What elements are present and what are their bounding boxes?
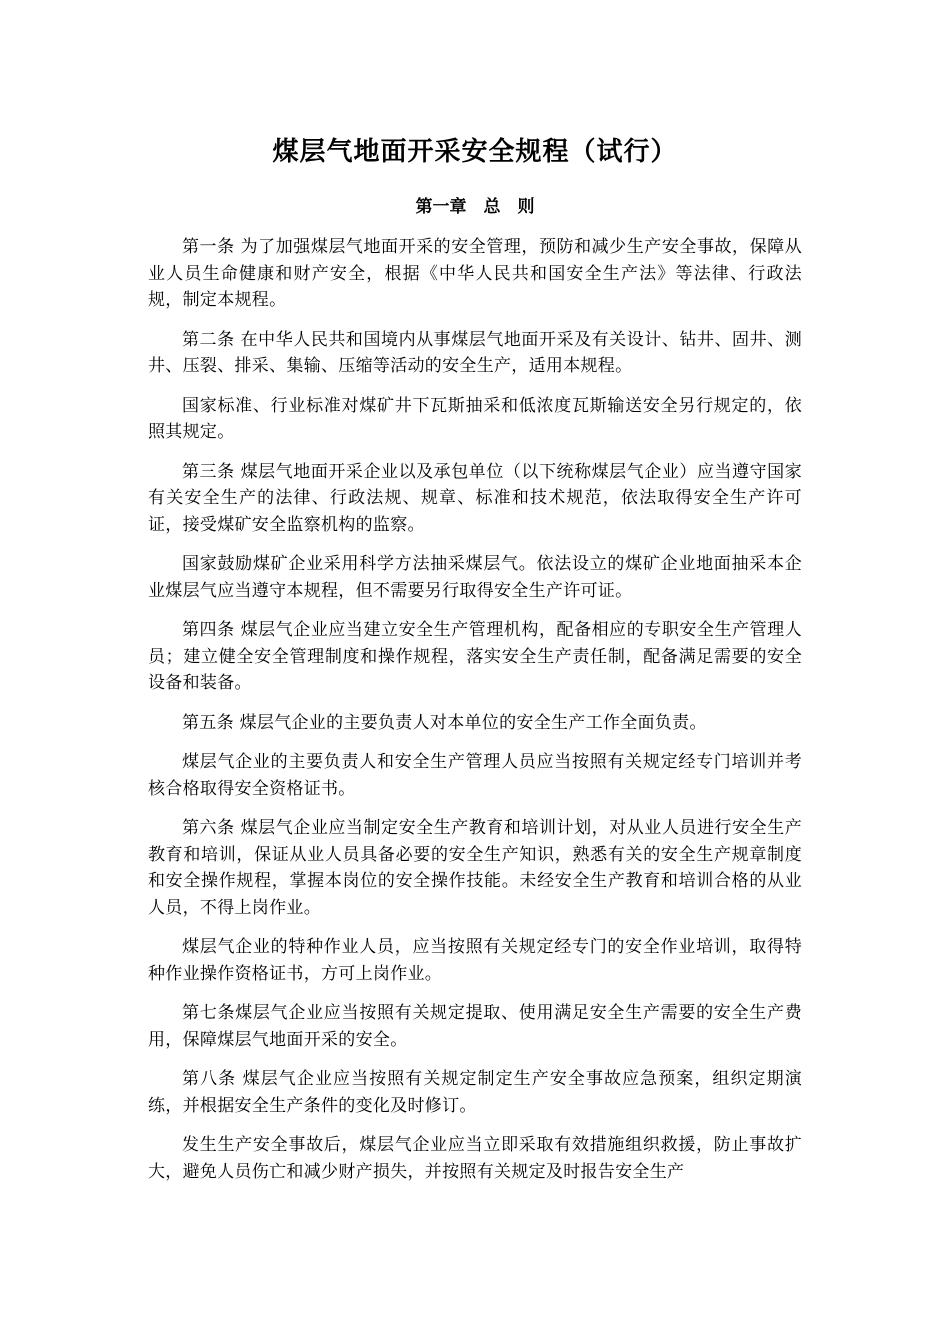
paragraph: 煤层气企业的特种作业人员，应当按照有关规定经专门的安全作业培训，取得特种作业操作资格证书，方可上岗作业。	[148, 937, 802, 984]
paragraph-article-1: 第一条 为了加强煤层气地面开采的安全管理，预防和减少生产安全事故，保障从业人员生命健康和财产安全，根据《中华人民共和国安全生产法》等法律、行政法规，制定本规程。	[148, 237, 802, 310]
chapter-heading: 第一章 总 则	[415, 197, 535, 217]
paragraph-article-6: 第六条 煤层气企业应当制定安全生产教育和培训计划，对从业人员进行安全生产教育和培训，保证从业人员具备必要的安全生产知识，熟悉有关的安全生产规章制度和安全操作规程，掌握本岗位的安全操作技能。未经安全生产教育和培训合格的从业人员，不得上岗作业。	[148, 818, 802, 918]
paragraph-article-4: 第四条 煤层气企业应当建立安全生产管理机构，配备相应的专职安全生产管理人员；建立健全安全管理制度和操作规程，落实安全生产责任制，配备满足需要的安全设备和装备。	[148, 620, 802, 693]
paragraph: 煤层气企业的主要负责人和安全生产管理人员应当按照有关规定经专门培训并考核合格取得安全资格证书。	[148, 752, 802, 799]
paragraph-article-2: 第二条 在中华人民共和国境内从事煤层气地面开采及有关设计、钻井、固井、测井、压裂、排采、集输、压缩等活动的安全生产，适用本规程。	[148, 329, 802, 376]
document-title: 煤层气地面开采安全规程（试行）	[272, 137, 678, 167]
paragraph: 国家鼓励煤矿企业采用科学方法抽采煤层气。依法设立的煤矿企业地面抽采本企业煤层气应当遵守本规程，但不需要另行取得安全生产许可证。	[148, 554, 802, 601]
paragraph: 发生生产安全事故后，煤层气企业应当立即采取有效措施组织救援，防止事故扩大，避免人员伤亡和减少财产损失，并按照有关规定及时报告安全生产	[148, 1135, 802, 1182]
document-body	[148, 234, 802, 1198]
paragraph-article-5: 第五条 煤层气企业的主要负责人对本单位的安全生产工作全面负责。	[182, 712, 707, 733]
paragraph-article-7: 第七条煤层气企业应当按照有关规定提取、使用满足安全生产需要的安全生产费用，保障煤层气地面开采的安全。	[148, 1003, 802, 1050]
document-page	[148, 0, 802, 1344]
paragraph: 国家标准、行业标准对煤矿井下瓦斯抽采和低浓度瓦斯输送安全另行规定的，依照其规定。	[148, 395, 802, 442]
paragraph-article-3: 第三条 煤层气地面开采企业以及承包单位（以下统称煤层气企业）应当遵守国家有关安全生产的法律、行政法规、规章、标准和技术规范，依法取得安全生产许可证，接受煤矿安全监察机构的监察。	[148, 461, 802, 535]
paragraph-article-8: 第八条 煤层气企业应当按照有关规定制定生产安全事故应急预案，组织定期演练，并根据安全生产条件的变化及时修订。	[148, 1069, 802, 1116]
